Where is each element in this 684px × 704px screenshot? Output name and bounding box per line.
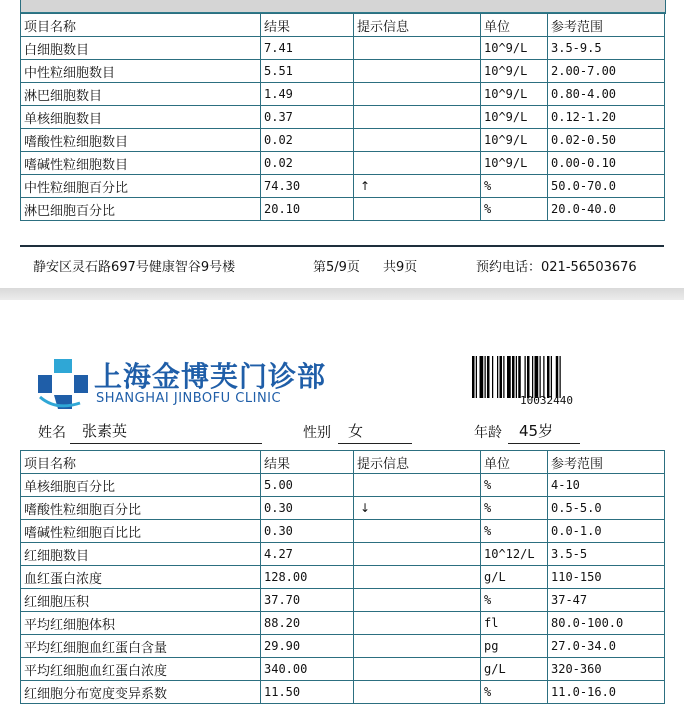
clinic-cross-icon xyxy=(36,357,92,413)
cell-unit: % xyxy=(481,198,548,221)
header-reference: 参考范围 xyxy=(548,451,665,474)
footer-page-number: 第5/9页 xyxy=(313,260,360,275)
cell-unit: % xyxy=(481,681,548,704)
cell-item-name: 单核细胞百分比 xyxy=(21,474,261,497)
cell-result: 0.02 xyxy=(261,129,354,152)
cell-reference: 27.0-34.0 xyxy=(548,635,665,658)
cell-item-name: 嗜碱性粒细胞百比比 xyxy=(21,520,261,543)
cell-item-name: 平均红细胞血红蛋白含量 xyxy=(21,635,261,658)
cell-reference: 3.5-5 xyxy=(548,543,665,566)
results-table-2 xyxy=(20,450,665,704)
cell-reference: 20.0-40.0 xyxy=(548,198,665,221)
cell-item-name: 血红蛋白浓度 xyxy=(21,566,261,589)
table-row xyxy=(21,198,665,221)
cell-reference: 0.5-5.0 xyxy=(548,497,665,520)
footer-divider xyxy=(20,245,664,247)
patient-age-label: 年龄 xyxy=(474,425,502,441)
cell-result: 20.10 xyxy=(261,198,354,221)
patient-name-label: 姓名 xyxy=(38,425,66,441)
cell-reference: 320-360 xyxy=(548,658,665,681)
cell-unit: % xyxy=(481,520,548,543)
cell-flag xyxy=(354,658,481,681)
report-page-6 xyxy=(0,300,684,702)
cell-unit: 10^12/L xyxy=(481,543,548,566)
cell-result: 4.27 xyxy=(261,543,354,566)
cell-item-name: 淋巴细胞百分比 xyxy=(21,198,261,221)
cell-reference: 50.0-70.0 xyxy=(548,175,665,198)
cell-reference: 110-150 xyxy=(548,566,665,589)
cell-reference: 11.0-16.0 xyxy=(548,681,665,704)
cell-result: 5.00 xyxy=(261,474,354,497)
cell-result: 1.49 xyxy=(261,83,354,106)
table-row xyxy=(21,589,665,612)
clinic-name-cn: 上海金博芙门诊部 xyxy=(94,360,327,393)
cell-result: 0.30 xyxy=(261,497,354,520)
cell-reference: 0.02-0.50 xyxy=(548,129,665,152)
header-result: 结果 xyxy=(261,14,354,37)
cell-unit: fl xyxy=(481,612,548,635)
table-row xyxy=(21,152,665,175)
cell-item-name: 嗜酸性粒细胞百分比 xyxy=(21,497,261,520)
cut-off-section-title xyxy=(20,0,666,14)
cell-flag: ↓ xyxy=(354,497,481,520)
cell-result: 128.00 xyxy=(261,566,354,589)
header-result: 结果 xyxy=(261,451,354,474)
table-body xyxy=(21,474,665,704)
cell-result: 0.37 xyxy=(261,106,354,129)
cell-result: 5.51 xyxy=(261,60,354,83)
report-page-5 xyxy=(0,0,684,288)
cell-item-name: 嗜酸性粒细胞数目 xyxy=(21,129,261,152)
cell-result: 0.02 xyxy=(261,152,354,175)
footer-phone: 预约电话：021-56503676 xyxy=(476,260,637,275)
table-row xyxy=(21,612,665,635)
header-unit: 单位 xyxy=(481,451,548,474)
table-row xyxy=(21,658,665,681)
cell-flag: ↑ xyxy=(354,175,481,198)
table-header-row xyxy=(21,451,665,474)
cell-reference: 2.00-7.00 xyxy=(548,60,665,83)
cell-unit: g/L xyxy=(481,658,548,681)
cell-unit: pg xyxy=(481,635,548,658)
results-table-1 xyxy=(20,13,665,221)
cell-reference: 0.00-0.10 xyxy=(548,152,665,175)
cell-reference: 4-10 xyxy=(548,474,665,497)
table-body xyxy=(21,37,665,221)
patient-gender: 女 xyxy=(348,422,364,440)
cell-unit: % xyxy=(481,589,548,612)
cell-flag xyxy=(354,681,481,704)
cell-unit: 10^9/L xyxy=(481,83,548,106)
cell-reference: 0.80-4.00 xyxy=(548,83,665,106)
cell-unit: % xyxy=(481,474,548,497)
table-row xyxy=(21,474,665,497)
table-row xyxy=(21,543,665,566)
cell-flag xyxy=(354,37,481,60)
header-item-name: 项目名称 xyxy=(21,451,261,474)
page-gap xyxy=(0,288,684,300)
table-row xyxy=(21,497,665,520)
footer-total-pages: 共9页 xyxy=(383,260,418,275)
cell-reference: 0.12-1.20 xyxy=(548,106,665,129)
cell-result: 0.30 xyxy=(261,520,354,543)
table-row xyxy=(21,681,665,704)
cell-item-name: 单核细胞数目 xyxy=(21,106,261,129)
cell-result: 7.41 xyxy=(261,37,354,60)
cell-flag xyxy=(354,83,481,106)
cell-reference: 37-47 xyxy=(548,589,665,612)
clinic-name-en: SHANGHAI JINBOFU CLINIC xyxy=(96,391,282,406)
table-row xyxy=(21,175,665,198)
barcode-icon xyxy=(472,356,628,398)
cell-item-name: 嗜碱性粒细胞数目 xyxy=(21,152,261,175)
cell-reference: 80.0-100.0 xyxy=(548,612,665,635)
cell-result: 29.90 xyxy=(261,635,354,658)
table-row xyxy=(21,520,665,543)
cell-item-name: 中性粒细胞百分比 xyxy=(21,175,261,198)
cell-flag xyxy=(354,543,481,566)
cell-result: 37.70 xyxy=(261,589,354,612)
table-row xyxy=(21,60,665,83)
header-flag: 提示信息 xyxy=(354,451,481,474)
cell-unit: 10^9/L xyxy=(481,37,548,60)
header-unit: 单位 xyxy=(481,14,548,37)
cell-flag xyxy=(354,566,481,589)
cell-unit: 10^9/L xyxy=(481,129,548,152)
cell-flag xyxy=(354,198,481,221)
header-item-name: 项目名称 xyxy=(21,14,261,37)
cell-flag xyxy=(354,520,481,543)
barcode-number: 10032440 xyxy=(520,394,573,407)
cell-unit: g/L xyxy=(481,566,548,589)
cell-item-name: 红细胞分布宽度变异系数 xyxy=(21,681,261,704)
cell-item-name: 中性粒细胞数目 xyxy=(21,60,261,83)
table-row xyxy=(21,106,665,129)
table-row xyxy=(21,635,665,658)
cell-flag xyxy=(354,60,481,83)
table-row xyxy=(21,129,665,152)
footer-address: 静安区灵石路697号健康智谷9号楼 xyxy=(33,260,236,275)
cell-item-name: 白细胞数目 xyxy=(21,37,261,60)
cell-item-name: 淋巴细胞数目 xyxy=(21,83,261,106)
cell-flag xyxy=(354,612,481,635)
cell-result: 88.20 xyxy=(261,612,354,635)
patient-gender-label: 性别 xyxy=(303,425,331,441)
cell-item-name: 红细胞数目 xyxy=(21,543,261,566)
cell-result: 11.50 xyxy=(261,681,354,704)
cell-reference: 3.5-9.5 xyxy=(548,37,665,60)
cell-result: 340.00 xyxy=(261,658,354,681)
cell-item-name: 平均红细胞血红蛋白浓度 xyxy=(21,658,261,681)
cell-unit: 10^9/L xyxy=(481,60,548,83)
cell-unit: % xyxy=(481,497,548,520)
table-row xyxy=(21,83,665,106)
clinic-logo xyxy=(36,355,336,411)
cell-item-name: 红细胞压积 xyxy=(21,589,261,612)
table-row xyxy=(21,37,665,60)
cell-unit: % xyxy=(481,175,548,198)
cell-flag xyxy=(354,474,481,497)
cell-unit: 10^9/L xyxy=(481,106,548,129)
cell-result: 74.30 xyxy=(261,175,354,198)
header-flag: 提示信息 xyxy=(354,14,481,37)
header-reference: 参考范围 xyxy=(548,14,665,37)
cell-flag xyxy=(354,589,481,612)
patient-age-underline xyxy=(508,443,580,444)
patient-name-underline xyxy=(70,443,262,444)
patient-gender-underline xyxy=(338,443,412,444)
cell-unit: 10^9/L xyxy=(481,152,548,175)
cell-flag xyxy=(354,106,481,129)
patient-age: 45岁 xyxy=(519,422,554,440)
cell-flag xyxy=(354,152,481,175)
cell-flag xyxy=(354,635,481,658)
cell-reference: 0.0-1.0 xyxy=(548,520,665,543)
patient-name: 张素英 xyxy=(82,422,128,440)
cell-flag xyxy=(354,129,481,152)
cell-item-name: 平均红细胞体积 xyxy=(21,612,261,635)
table-header-row xyxy=(21,14,665,37)
table-row xyxy=(21,566,665,589)
